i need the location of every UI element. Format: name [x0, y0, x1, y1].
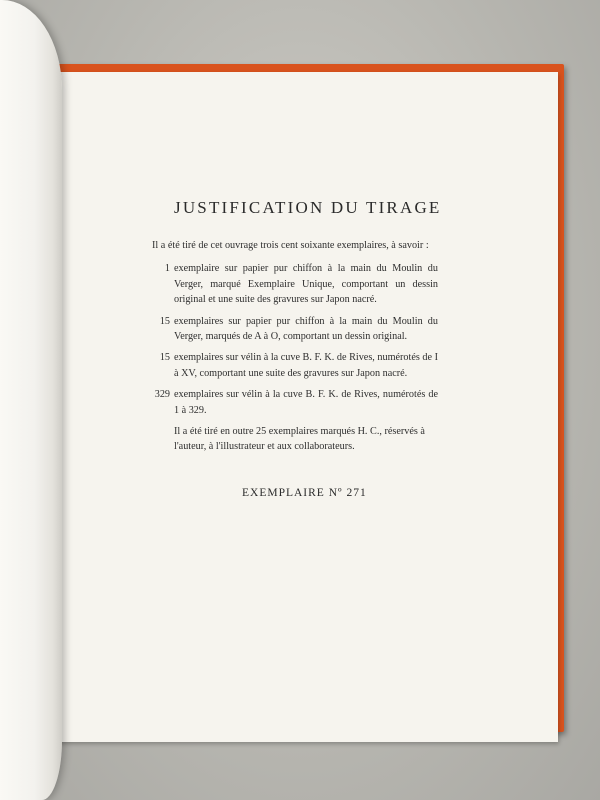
curled-facing-page — [0, 0, 62, 800]
intro-paragraph: Il a été tiré de cet ouvrage trois cent soixante exemplaires, à savoir : — [152, 240, 429, 251]
list-item — [138, 261, 438, 307]
list-item — [138, 387, 438, 418]
list-item — [138, 314, 438, 345]
copy-count: 329 — [154, 389, 170, 401]
print-run-statement — [138, 238, 438, 455]
page-title: JUSTIFICATION DU TIRAGE — [174, 198, 442, 217]
outro-paragraph: Il a été tiré en outre 25 exemplaires marqués H. C., réservés à l'auteur, à l'illustrateur et aux collaborateurs. — [174, 426, 425, 453]
copy-description: exemplaires sur vélin à la cuve B. F. K. de Rives, numérotés de I à XV, comportant une suite des gravures sur Japon nacré. — [174, 352, 438, 379]
copy-number: EXEMPLAIRE Nº 271 — [242, 487, 367, 499]
book-page — [44, 72, 558, 742]
copy-count: 15 — [159, 315, 170, 327]
copy-description: exemplaires sur vélin à la cuve B. F. K. de Rives, numérotés de 1 à 329. — [174, 389, 438, 416]
copy-description: exemplaires sur papier pur chiffon à la main du Moulin du Verger, marqués de A à O, comportant un dessin original. — [174, 315, 438, 343]
list-item — [138, 350, 438, 381]
copy-count: 1 — [164, 263, 170, 275]
copy-description: exemplaire sur papier pur chiffon à la main du Moulin du Verger, marqué Exemplaire Unique, comportant un dessin original et une suite des gravures sur Japon nacré. — [174, 263, 438, 306]
copy-count: 15 — [159, 352, 170, 364]
